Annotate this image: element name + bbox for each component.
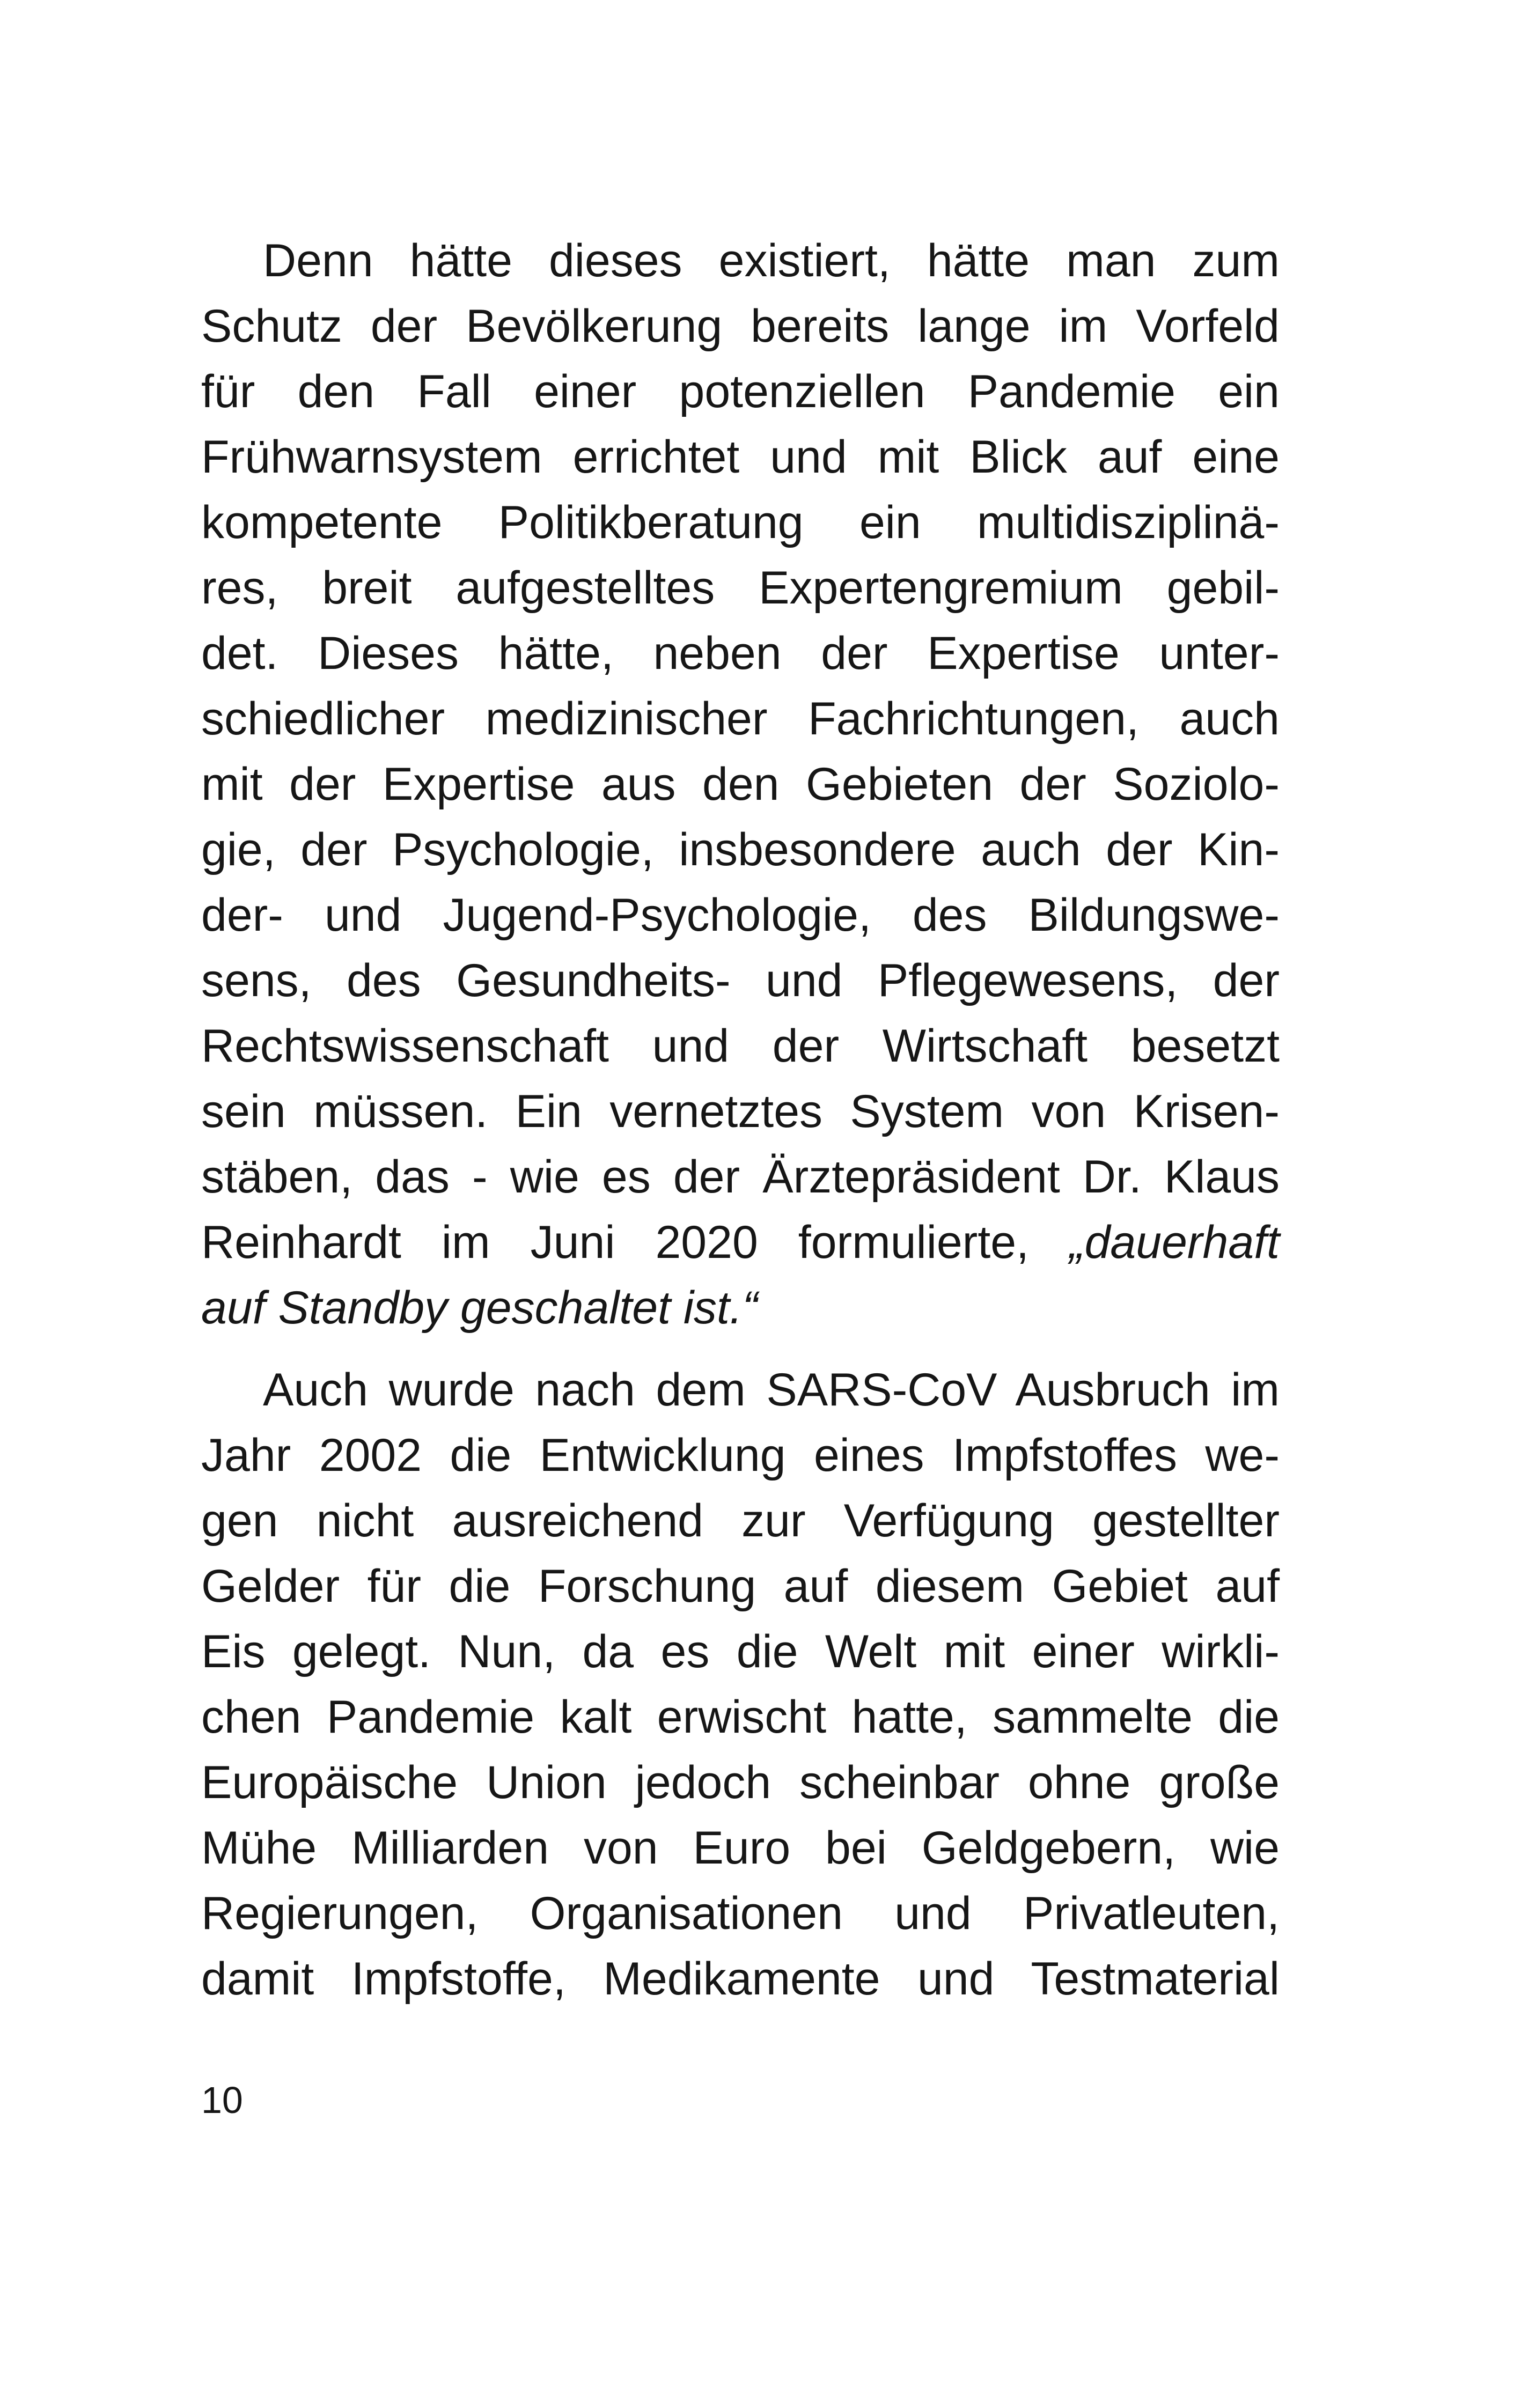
text-line-quote-end — [201, 1275, 1280, 1341]
text-line: Frühwarnsystem errichtet und mit Blick auf eine — [201, 431, 1280, 483]
text-line: chen Pandemie kalt erwischt hatte, sammelte die — [201, 1691, 1280, 1743]
text-line-with-quote — [201, 1210, 1280, 1275]
paragraph-2 — [201, 1357, 1280, 2012]
text-line: Denn hätte dieses existiert, hätte man zum — [263, 235, 1280, 286]
text-line: Gelder für die Forschung auf diesem Gebiet auf — [201, 1560, 1280, 1612]
paragraph-1 — [201, 228, 1280, 1341]
text-line: Jahr 2002 die Entwicklung eines Impfstoffes we- — [201, 1430, 1280, 1481]
text-line: stäben, das - wie es der Ärztepräsident Dr. Klaus — [201, 1151, 1280, 1203]
text-line: Auch wurde nach dem SARS-CoV Ausbruch im — [263, 1364, 1280, 1416]
text-line: Schutz der Bevölkerung bereits lange im Vorfeld — [201, 300, 1280, 352]
text-line: mit der Expertise aus den Gebieten der Soziolo- — [201, 759, 1280, 810]
text-line: der- und Jugend-Psychologie, des Bildungswe- — [201, 889, 1280, 941]
quote-text-end: auf Standby geschaltet ist.“ — [201, 1282, 758, 1334]
text-line: Europäische Union jedoch scheinbar ohne große — [201, 1757, 1280, 1808]
text-line: gen nicht ausreichend zur Verfügung gestellter — [201, 1495, 1280, 1547]
text-line: schiedlicher medizinischer Fachrichtungen, auch — [201, 693, 1280, 745]
text-line: Eis gelegt. Nun, da es die Welt mit einer wirkli- — [201, 1626, 1280, 1677]
text-line: res, breit aufgestelltes Expertengremium gebil- — [201, 562, 1280, 614]
text-line: Mühe Milliarden von Euro bei Geldgebern, wie — [201, 1822, 1280, 1874]
quote-intro-text: Reinhardt im Juni 2020 formulierte, — [201, 1217, 1069, 1268]
text-line: Rechtswissenschaft und der Wirtschaft besetzt — [201, 1020, 1280, 1072]
page-number: 10 — [201, 2079, 243, 2121]
text-line: sens, des Gesundheits- und Pflegewesens, der — [201, 955, 1280, 1006]
text-line: gie, der Psychologie, insbesondere auch der Kin- — [201, 824, 1280, 875]
text-line: für den Fall einer potenziellen Pandemie ein — [201, 366, 1280, 417]
text-line: damit Impfstoffe, Medikamente und Testmaterial — [201, 1953, 1280, 2005]
text-line: kompetente Politikberatung ein multidisziplinä- — [201, 497, 1280, 548]
text-line: Regierungen, Organisationen und Privatleuten, — [201, 1888, 1280, 1939]
text-line: sein müssen. Ein vernetztes System von Krisen- — [201, 1086, 1280, 1137]
text-line: det. Dieses hätte, neben der Expertise unter- — [201, 628, 1280, 679]
quote-text: „dauerhaft — [1069, 1217, 1280, 1268]
